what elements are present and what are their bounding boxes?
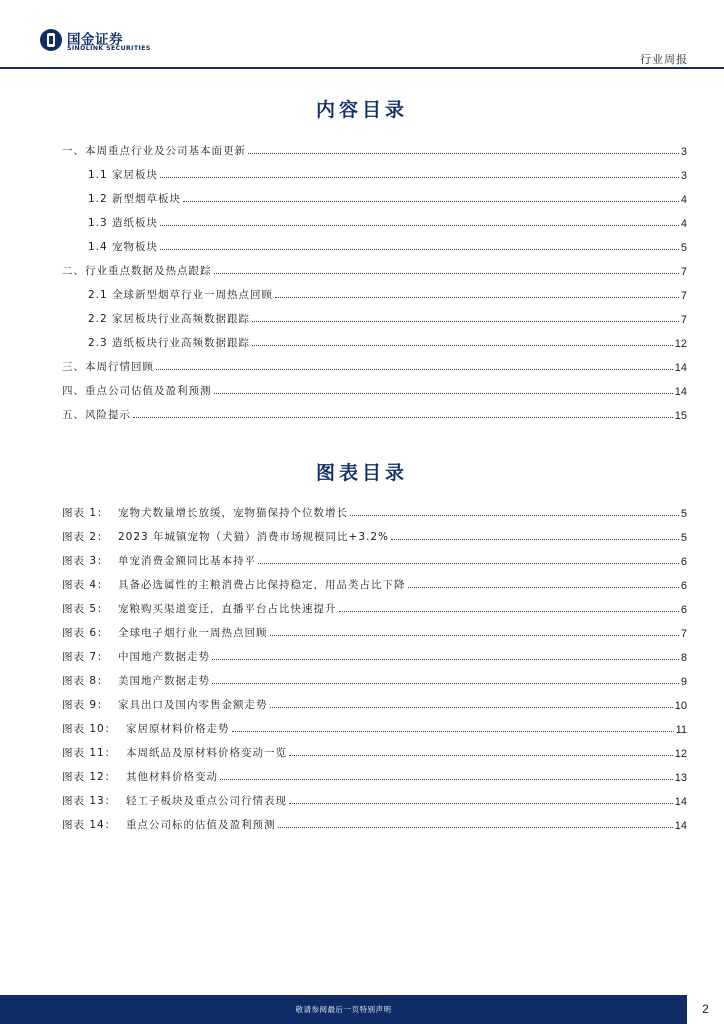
toc-entry[interactable] [88, 330, 687, 350]
toc-leader-dots [160, 225, 679, 226]
figure-entry[interactable] [62, 620, 687, 640]
toc-entry-text: 1.1 家居板块 [88, 169, 159, 181]
toc-entry-text: 五、风险提示 [62, 409, 131, 421]
company-logo [40, 29, 180, 55]
figure-label: 图表 1： [62, 507, 109, 519]
report-type: 行业周报 [640, 53, 688, 66]
toc-leader-dots [252, 345, 673, 346]
toc-entry-text: 1.4 宠物板块 [88, 241, 159, 253]
figure-page: 13 [674, 772, 687, 784]
toc-entry-page: 12 [674, 338, 687, 350]
figure-caption: 宠物犬数量增长放缓，宠物猫保持个位数增长 [118, 507, 348, 519]
toc-entry-text: 2.2 家居板块行业高频数据跟踪 [88, 313, 251, 325]
figure-page: 14 [674, 796, 687, 808]
figure-label: 图表 4： [62, 579, 109, 591]
toc-entry-page: 4 [680, 218, 687, 230]
toc-entry-text: 1.2 新型烟草板块 [88, 193, 182, 205]
figure-page: 9 [680, 676, 687, 688]
figure-entry[interactable] [62, 716, 687, 736]
toc-entry[interactable] [62, 378, 687, 398]
figure-page: 12 [674, 748, 687, 760]
toc-entry[interactable] [88, 282, 687, 302]
figure-page: 7 [680, 628, 687, 640]
logo-emblem-icon [40, 29, 62, 51]
toc-leader-dots [391, 539, 679, 540]
figure-entry[interactable] [62, 596, 687, 616]
toc-leader-dots [214, 273, 679, 274]
toc-leader-dots [133, 417, 673, 418]
toc-entry-text: 一、本周重点行业及公司基本面更新 [62, 145, 246, 157]
figure-label: 图表 11： [62, 747, 117, 759]
toc-leader-dots [183, 201, 679, 202]
toc-entry[interactable] [88, 186, 687, 206]
figures-title: 图表目录 [315, 462, 408, 484]
figure-entry[interactable] [62, 668, 687, 688]
toc-entry[interactable] [88, 210, 687, 230]
toc-leader-dots [160, 177, 679, 178]
figure-entry[interactable] [62, 740, 687, 760]
figure-page: 11 [675, 724, 687, 736]
toc-leader-dots [270, 707, 673, 708]
figure-page: 6 [680, 604, 687, 616]
figure-caption: 全球电子烟行业一周热点回顾 [118, 627, 268, 639]
page-number: 2 [702, 1002, 709, 1016]
disclaimer-notice: 敬请参阅最后一页特别声明 [295, 1005, 392, 1014]
figure-entry[interactable] [62, 500, 687, 520]
figure-entry[interactable] [62, 812, 687, 832]
toc-leader-dots [289, 755, 673, 756]
figure-page: 14 [674, 820, 687, 832]
toc-leader-dots [220, 779, 673, 780]
toc-entry[interactable] [62, 258, 687, 278]
toc-entry-page: 4 [680, 194, 687, 206]
figure-entry[interactable] [62, 764, 687, 784]
toc-leader-dots [275, 297, 679, 298]
figure-entry[interactable] [62, 788, 687, 808]
toc-entry-page: 3 [680, 170, 687, 182]
figure-caption: 中国地产数据走势 [118, 651, 210, 663]
toc-entry-page: 7 [680, 290, 687, 302]
toc-entry[interactable] [88, 306, 687, 326]
figure-caption: 家居原材料价格走势 [126, 723, 230, 735]
figure-entry[interactable] [62, 692, 687, 712]
figure-label: 图表 5： [62, 603, 109, 615]
toc-entry-page: 7 [680, 266, 687, 278]
logo-name-cn: 国金证券 [67, 32, 123, 48]
toc-leader-dots [339, 611, 679, 612]
toc-entry-text: 三、本周行情回顾 [62, 361, 154, 373]
figure-label: 图表 3： [62, 555, 109, 567]
page-header [0, 0, 724, 68]
toc-entry-page: 14 [674, 362, 687, 374]
figure-label: 图表 9： [62, 699, 109, 711]
toc-entry[interactable] [62, 354, 687, 374]
figure-entry[interactable] [62, 572, 687, 592]
figure-caption: 宠粮购买渠道变迁，直播平台占比快速提升 [118, 603, 337, 615]
toc-entry-page: 5 [680, 242, 687, 254]
toc-entry-page: 3 [680, 146, 687, 158]
figure-caption: 其他材料价格变动 [126, 771, 218, 783]
figure-page: 8 [680, 652, 687, 664]
toc-entry-text: 2.1 全球新型烟草行业一周热点回顾 [88, 289, 274, 301]
toc-leader-dots [160, 249, 679, 250]
figure-entry[interactable] [62, 644, 687, 664]
figure-label: 图表 12： [62, 771, 117, 783]
figure-page: 5 [680, 508, 687, 520]
toc-leader-dots [408, 587, 679, 588]
toc-entry[interactable] [88, 234, 687, 254]
toc-leader-dots [248, 153, 679, 154]
figure-page: 6 [680, 580, 687, 592]
figure-caption: 轻工子板块及重点公司行情表现 [126, 795, 287, 807]
figure-entry[interactable] [62, 548, 687, 568]
toc-entry[interactable] [88, 162, 687, 182]
toc-leader-dots [278, 827, 673, 828]
logo-name-en: SINOLINK SECURITIES [67, 45, 151, 52]
figure-caption: 重点公司标的估值及盈利预测 [126, 819, 276, 831]
figure-page: 6 [680, 556, 687, 568]
figure-caption: 本周纸品及原材料价格变动一览 [126, 747, 287, 759]
figure-label: 图表 6： [62, 627, 109, 639]
figure-page: 5 [680, 532, 687, 544]
toc-entry-text: 2.3 造纸板块行业高频数据跟踪 [88, 337, 251, 349]
toc-entry[interactable] [62, 402, 687, 422]
figure-label: 图表 2： [62, 531, 109, 543]
figure-caption: 美国地产数据走势 [118, 675, 210, 687]
toc-entry[interactable] [62, 138, 687, 158]
toc-entry-text: 二、行业重点数据及热点跟踪 [62, 265, 212, 277]
footer-bar [0, 995, 687, 1024]
figure-entry[interactable] [62, 524, 687, 544]
figure-label: 图表 8： [62, 675, 109, 687]
toc-entry-page: 14 [674, 386, 687, 398]
toc-leader-dots [232, 731, 674, 732]
toc-leader-dots [156, 369, 673, 370]
figure-caption: 2023 年城镇宠物（犬猫）消费市场规模同比+3.2% [118, 531, 390, 543]
figure-label: 图表 13： [62, 795, 117, 807]
header-divider [0, 67, 724, 69]
toc-leader-dots [289, 803, 673, 804]
toc-leader-dots [258, 563, 679, 564]
toc-leader-dots [212, 659, 679, 660]
toc-leader-dots [212, 683, 679, 684]
toc-leader-dots [252, 321, 679, 322]
toc-entry-page: 7 [680, 314, 687, 326]
toc-entry-page: 15 [674, 410, 687, 422]
toc-leader-dots [270, 635, 679, 636]
figure-caption: 家具出口及国内零售金额走势 [118, 699, 268, 711]
toc-leader-dots [214, 393, 673, 394]
figure-label: 图表 14： [62, 819, 117, 831]
toc-entry-text: 四、重点公司估值及盈利预测 [62, 385, 212, 397]
figure-caption: 具备必选属性的主粮消费占比保持稳定，用品类占比下降 [118, 579, 406, 591]
figure-caption: 单宠消费金额同比基本持平 [118, 555, 256, 567]
figure-page: 10 [674, 700, 687, 712]
toc-entry-text: 1.3 造纸板块 [88, 217, 159, 229]
contents-title: 内容目录 [315, 99, 408, 121]
figure-label: 图表 7： [62, 651, 109, 663]
figure-label: 图表 10： [62, 723, 117, 735]
toc-leader-dots [350, 515, 679, 516]
